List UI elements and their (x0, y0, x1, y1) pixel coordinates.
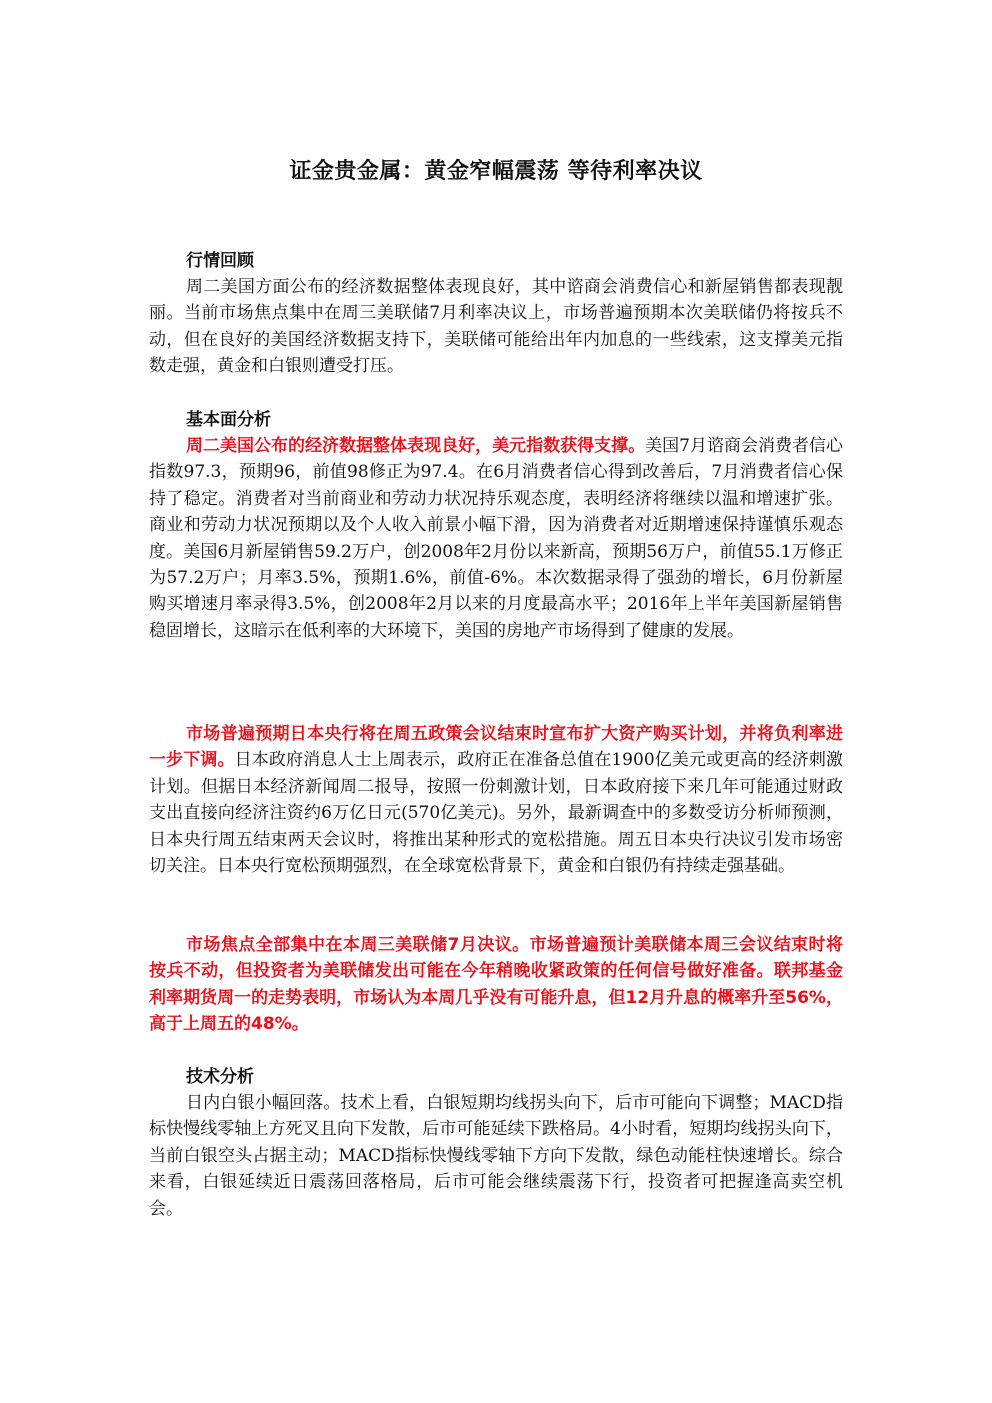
paragraph (149, 932, 843, 1038)
section-fundamental-boj (149, 721, 843, 879)
section-technical-analysis (149, 1064, 843, 1222)
body-text: 日内白银小幅回落。技术上看，白银短期均线拐头向下，后市可能向下调整；MACD指标快慢线零轴上方死叉且向下发散，后市可能延续下跌格局。4小时看，短期均线拐头向下，当前白银空头占据主动；MACD指标快慢线零轴下方向下发散，绿色动能柱快速增长。综合来看，白银延续近日震荡回落格局，后市可能会继续震荡下行，投资者可把握逢高卖空机会。 (149, 1093, 843, 1219)
section-fundamental-analysis (149, 407, 843, 644)
body-text: 美国7月谘商会消费者信心指数97.3，预期96，前值98修正为97.4。在6月消费者信心得到改善后，7月消费者信心保持了稳定。消费者对当前商业和劳动力状况持乐观态度，表明经济将继续以温和增速扩张。商业和劳动力状况预期以及个人收入前景小幅下滑，因为消费者对近期增速保持谨慎乐观态度。美国6月新屋销售59.2万户，创2008年2月份以来新高，预期56万户，前值55.1万修正为57.2万户；月率3.5%，预期1.6%，前值-6%。本次数据录得了强劲的增长，6月份新屋购买增速月率录得3.5%，创2008年2月以来的月度最高水平；2016年上半年美国新屋销售稳固增长，这暗示在低利率的大环境下，美国的房地产市场得到了健康的发展。 (149, 436, 843, 641)
highlight-text: 市场普遍预期日本央行将在周五政策会议结束时宣布扩大资产购买计划，并将负利率进一步下调。 (149, 724, 843, 771)
section-heading: 行情回顾 (186, 251, 254, 271)
section-fundamental-fed (149, 932, 843, 1038)
highlight-text: 周二美国公布的经济数据整体表现良好，美元指数获得支撑。 (186, 436, 646, 456)
paragraph (149, 274, 843, 380)
section-heading: 基本面分析 (186, 410, 271, 430)
highlight-text: 市场焦点全部集中在本周三美联储7月决议。市场普遍预计美联储本周三会议结束时将按兵不动，但投资者为美联储发出可能在今年稍晚收紧政策的任何信号做好准备。联邦基金利率期货周一的走势表明，市场认为本周几乎没有可能升息，但12月升息的概率升至56%，高于上周五的48%。 (149, 935, 843, 1035)
paragraph (149, 433, 843, 644)
paragraph (149, 1090, 843, 1222)
section-heading: 技术分析 (186, 1067, 254, 1087)
section-market-review (149, 248, 843, 380)
body-text: 日本政府消息人士上周表示，政府正在准备总值在1900亿美元或更高的经济刺激计划。但据日本经济新闻周二报导，按照一份刺激计划，日本政府接下来几年可能通过财政支出直接向经济注资约6万亿日元(570亿美元)。另外，最新调查中的多数受访分析师预测，日本央行周五结束两天会议时，将推出某种形式的宽松措施。周五日本央行决议引发市场密切关注。日本央行宽松预期强烈，在全球宽松背景下，黄金和白银仍有持续走强基础。 (149, 750, 843, 877)
paragraph (149, 721, 843, 879)
document-title: 证金贵金属：黄金窄幅震荡 等待利率决议 (289, 159, 703, 184)
body-text: 周二美国方面公布的经济数据整体表现良好，其中谘商会消费信心和新屋销售都表现靓丽。当前市场焦点集中在周三美联储7月利率决议上，市场普遍预期本次美联储仍将按兵不动，但在良好的美国经济数据支持下，美联储可能给出年内加息的一些线索，这支撑美元指数走强，黄金和白银则遭受打压。 (149, 277, 843, 377)
